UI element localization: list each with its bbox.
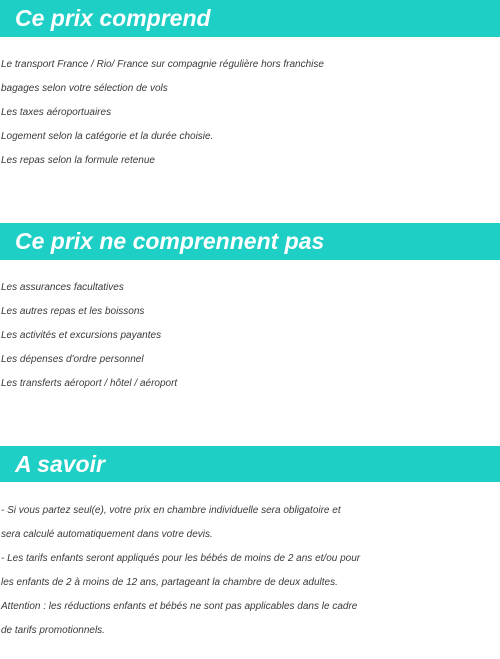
content-line: Les taxes aéroportuaires [1,107,112,118]
content-line: Les repas selon la formule retenue [1,155,155,166]
content-line: Attention : les réductions enfants et bébés ne sont pas applicables dans le cadre [1,601,358,612]
content-line: Les transferts aéroport / hôtel / aéroport [1,378,178,389]
section-content [0,53,500,173]
section-content [0,499,500,643]
section-price-excludes [0,223,500,396]
section-title: A savoir [15,451,105,477]
section-header-bar [0,223,500,260]
section-header-bar [0,0,500,37]
section-header-bar [0,446,500,482]
content-line: Logement selon la catégorie et la durée choisie. [1,131,214,142]
content-line: Le transport France / Rio/ France sur compagnie régulière hors franchise [1,59,324,70]
section-title: Ce prix ne comprennent pas [15,228,325,254]
section-content [0,276,500,396]
content-line: - Si vous partez seul(e), votre prix en chambre individuelle sera obligatoire et [1,505,341,516]
content-line: les enfants de 2 à moins de 12 ans, partageant la chambre de deux adultes. [1,577,338,588]
content-line: Les assurances facultatives [1,282,124,293]
content-line: sera calculé automatiquement dans votre devis. [1,529,213,540]
content-line: Les autres repas et les boissons [1,306,145,317]
content-line: Les activités et excursions payantes [1,330,162,341]
section-title: Ce prix comprend [15,5,211,31]
section-price-includes [0,0,500,173]
section-good-to-know [0,446,500,643]
content-line: Les dépenses d'ordre personnel [1,354,144,365]
content-line: de tarifs promotionnels. [1,625,105,636]
content-line: - Les tarifs enfants seront appliqués pour les bébés de moins de 2 ans et/ou pour [1,553,361,564]
content-line: bagages selon votre sélection de vols [1,83,168,94]
